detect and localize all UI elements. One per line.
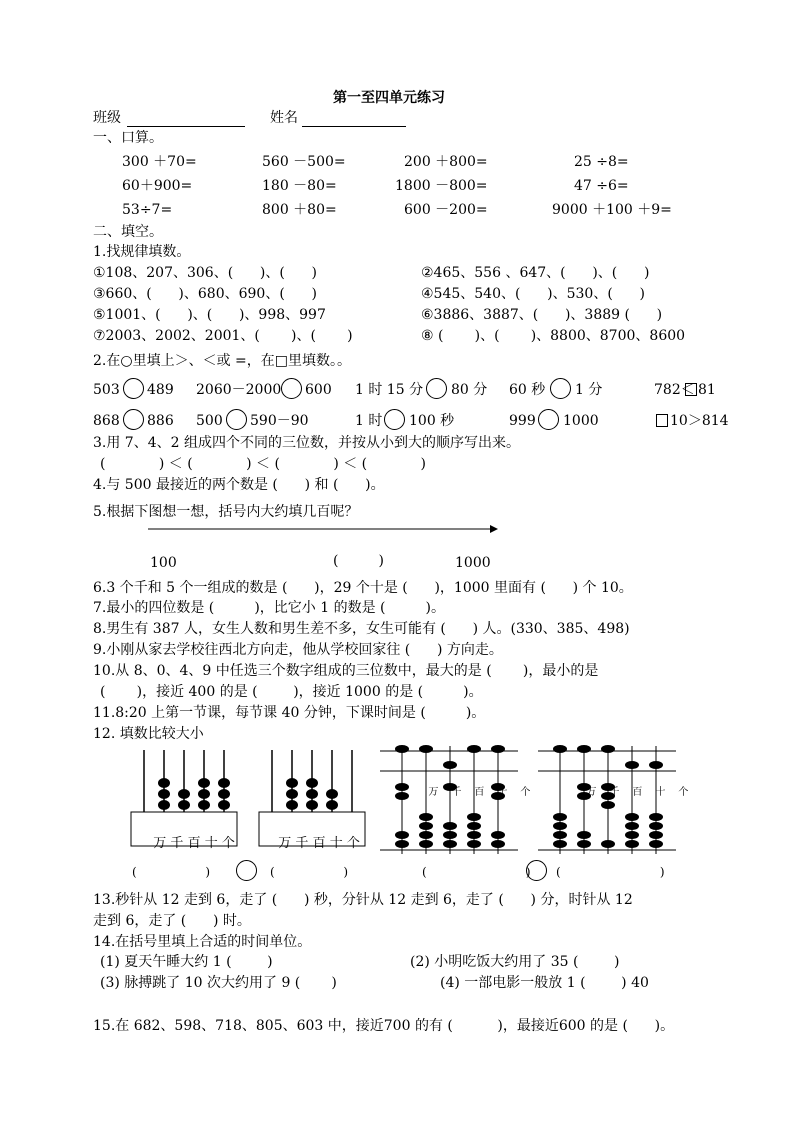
abacus-bead	[577, 831, 591, 839]
abacus-bead	[306, 789, 318, 799]
abacus-bead	[553, 745, 567, 753]
abacus-bead	[649, 831, 663, 839]
cmp-text: 489	[147, 382, 174, 398]
abacus-bead	[218, 789, 230, 799]
cmp-text: 999	[509, 413, 536, 429]
q14-item: (2) 小明吃饭大约用了 35 ( )	[410, 954, 620, 970]
name-blank[interactable]	[302, 126, 406, 127]
abacus-bead	[178, 789, 190, 799]
cmp-text: 782＜	[654, 382, 695, 398]
bead-abacus-1	[380, 745, 520, 855]
calc-item: 200 ＋800=	[404, 154, 488, 170]
q8: 8.男生有 387 人，女生人数和男生差不多，女生可能有 ( ) 人。(330、385、498)	[93, 621, 630, 637]
abacus-bead	[553, 840, 567, 848]
bead-abacus-2	[538, 745, 678, 855]
abacus-bead	[625, 831, 639, 839]
q13-line2: 走到 6，走了 ( ) 时。	[93, 913, 251, 929]
abacus-bead	[443, 831, 457, 839]
abacus-bead	[601, 801, 615, 809]
abacus-bead	[419, 822, 433, 830]
cmp-text: 886	[147, 413, 174, 429]
cmp-text: 590－90	[250, 413, 309, 429]
abacus-bead	[419, 831, 433, 839]
pattern-item: ①108、207、306、( )、( )	[93, 265, 317, 281]
cmp-text: 1000	[563, 413, 599, 429]
abacus-bead	[625, 813, 639, 821]
compare-circle[interactable]	[538, 409, 559, 430]
calc-item: 53÷7=	[122, 202, 173, 218]
compare-circle[interactable]	[550, 378, 571, 399]
q10-line1: 10.从 8、0、4、9 中任选三个数字组成的三位数中，最大的是 ( )，最小的是	[93, 663, 599, 679]
pattern-item: ③660、( )、680、690、( )	[93, 286, 317, 302]
cmp-text: 81	[698, 382, 716, 398]
q1-title: 1.找规律填数。	[93, 244, 191, 260]
abacus-bead	[467, 840, 481, 848]
compare-circle[interactable]	[281, 378, 302, 399]
compare-circle[interactable]	[226, 409, 247, 430]
abacus-bead	[419, 745, 433, 753]
abacus-bead	[395, 745, 409, 753]
q14-item: (4) 一部电影一般放 1 ( ) 40	[440, 975, 649, 991]
number-line-left: 100	[150, 555, 177, 571]
abacus-bead	[158, 778, 170, 788]
q13-line1: 13.秒针从 12 走到 6，走了 ( ) 秒，分针从 12 走到 6，走了 ( ) 分，时针从 12	[93, 892, 633, 908]
q6: 6.3 个千和 5 个一组成的数是 ( )，29 个十是 ( )，1000 里面有 ( ) 个 10。	[93, 580, 633, 596]
q14-title: 14.在括号里填上合适的时间单位。	[93, 934, 312, 950]
name-label: 姓名	[270, 110, 298, 126]
abacus-bead	[198, 800, 210, 810]
q15: 15.在 682、598、718、805、603 中，接近700 的有 ( )，最接近600 的是 ( )。	[93, 1018, 675, 1034]
cmp-text: 868	[93, 413, 120, 429]
pattern-item: ②465、556 、647、( )、( )	[421, 265, 650, 281]
cmp-text: 500	[196, 413, 223, 429]
fill-square[interactable]	[685, 383, 697, 396]
abacus-bead	[553, 813, 567, 821]
abacus-bead	[625, 840, 639, 848]
calc-item: 1800 －800=	[395, 178, 488, 194]
abacus-bead	[395, 831, 409, 839]
abacus-bead	[286, 800, 298, 810]
abacus-bead	[158, 800, 170, 810]
abacus-bead	[443, 822, 457, 830]
calc-item: 180 －80=	[262, 178, 337, 194]
cmp-text: 80 分	[451, 382, 488, 398]
cmp-text: 2060－2000	[196, 382, 282, 398]
calc-item: 600 －200=	[404, 202, 488, 218]
page-title: 第一至四单元练习	[333, 90, 445, 106]
abacus-blank[interactable]: ( )	[270, 865, 349, 879]
abacus-bead	[625, 822, 639, 830]
q3-answer: ( ) ＜ ( ) ＜ ( ) ＜ ( )	[100, 456, 427, 472]
q14-item: (3) 脉搏跳了 10 次大约用了 9 ( )	[100, 975, 337, 991]
abacus-bead	[553, 831, 567, 839]
calc-item: 9000 ＋100 ＋9=	[552, 202, 672, 218]
cmp-text: 1 分	[575, 382, 603, 398]
abacus-bead	[649, 761, 663, 769]
q5-title: 5.根据下图想一想，括号内大约填几百呢？	[93, 504, 359, 520]
q9: 9.小刚从家去学校往西北方向走，他从学校回家往 ( ) 方向走。	[93, 642, 503, 658]
q4: 4.与 500 最接近的两个数是 ( ) 和 ( )。	[93, 477, 385, 493]
cmp-text: 600	[305, 382, 332, 398]
calc-item: 60＋900=	[122, 178, 193, 194]
abacus-bead	[649, 813, 663, 821]
abacus-3-labels: 万千百十个	[428, 787, 544, 798]
pattern-item: ⑧ ( )、( )、8800、8700、8600	[421, 328, 686, 344]
q2-title: 2.在○里填上＞、＜或 =，在□里填数。。	[93, 353, 351, 369]
calc-item: 25 ÷8=	[574, 154, 629, 170]
calc-item: 800 ＋80=	[262, 202, 337, 218]
abacus-bead	[553, 822, 567, 830]
calc-item: 47 ÷6=	[574, 178, 629, 194]
abacus-bead	[601, 840, 615, 848]
abacus-bead	[625, 761, 639, 769]
abacus-bead	[158, 789, 170, 799]
abacus-bead	[467, 831, 481, 839]
number-line-blank[interactable]: ( )	[333, 553, 384, 569]
abacus-bead	[218, 800, 230, 810]
abacus-bead	[326, 800, 338, 810]
abacus-bead	[491, 840, 505, 848]
abacus-bead	[218, 778, 230, 788]
section-1-heading: 一、口算。	[93, 130, 163, 146]
abacus-bead	[326, 789, 338, 799]
q3-title: 3.用 7、4、2 组成四个不同的三位数，并按从小到大的顺序写出来。	[93, 435, 520, 451]
abacus-bead	[443, 761, 457, 769]
abacus-bead	[286, 778, 298, 788]
abacus-bead	[306, 800, 318, 810]
compare-circle[interactable]	[123, 409, 144, 430]
abacus-bead	[286, 789, 298, 799]
compare-circle[interactable]	[123, 378, 144, 399]
cmp-text: 100 秒	[409, 413, 455, 429]
abacus-bead	[419, 840, 433, 848]
cmp-text: 503	[93, 382, 120, 398]
compare-circle[interactable]	[426, 378, 447, 399]
q12-title: 12. 填数比较大小	[93, 726, 204, 742]
q7: 7.最小的四位数是 ( )，比它小 1 的数是 ( )。	[93, 600, 446, 616]
abacus-bead	[649, 840, 663, 848]
cmp-text: 1 时 15 分	[355, 382, 424, 398]
abacus-bead	[491, 745, 505, 753]
abacus-blank[interactable]: ( )	[556, 865, 665, 879]
abacus-bead	[467, 813, 481, 821]
class-label: 班级	[93, 110, 121, 126]
calc-item: 560 －500=	[262, 154, 346, 170]
abacus-bead	[649, 822, 663, 830]
compare-circle[interactable]	[236, 860, 257, 881]
fill-square[interactable]	[656, 414, 668, 427]
frame-2-labels: 万 千 百 十 个	[278, 836, 360, 851]
q10-line2: ( )，接近 400 的是 ( )，接近 1000 的是 ( )。	[100, 684, 483, 700]
abacus-bead	[395, 840, 409, 848]
pattern-item: ④545、540、( )、530、( )	[421, 286, 645, 302]
q14-item: (1) 夏天午睡大约 1 ( )	[100, 954, 273, 970]
number-line	[145, 520, 500, 540]
abacus-blank[interactable]: ( )	[422, 865, 531, 879]
q11: 11.8:20 上第一节课，每节课 40 分钟，下课时间是 ( )。	[93, 705, 486, 721]
abacus-bead	[467, 745, 481, 753]
abacus-bead	[601, 745, 615, 753]
abacus-bead	[467, 822, 481, 830]
abacus-4-labels: 万千百十个	[586, 787, 702, 798]
abacus-bead	[577, 745, 591, 753]
pattern-item: ⑥3886、3887、( )、3889 ( )	[421, 307, 663, 323]
frame-1-labels: 万 千 百 十 个	[153, 836, 235, 851]
cmp-text: 60 秒	[509, 382, 546, 398]
section-2-heading: 二、填空。	[93, 224, 163, 240]
class-blank[interactable]	[127, 126, 245, 127]
cmp-text: 1 时	[355, 413, 383, 429]
pattern-item: ⑤1001、( )、( )、998、997	[93, 307, 326, 323]
abacus-bead	[419, 813, 433, 821]
abacus-bead	[443, 840, 457, 848]
abacus-bead	[178, 800, 190, 810]
abacus-bead	[577, 840, 591, 848]
compare-circle[interactable]	[526, 860, 547, 881]
compare-circle[interactable]	[384, 409, 405, 430]
abacus-bead	[198, 789, 210, 799]
pattern-item: ⑦2003、2002、2001、( )、( )	[93, 328, 353, 344]
number-line-right: 1000	[455, 555, 491, 571]
calc-item: 300 ＋70=	[122, 154, 197, 170]
abacus-bead	[306, 778, 318, 788]
abacus-bead	[198, 778, 210, 788]
abacus-bead	[491, 831, 505, 839]
cmp-text: 10＞814	[670, 413, 729, 429]
abacus-blank[interactable]: ( )	[132, 865, 211, 879]
